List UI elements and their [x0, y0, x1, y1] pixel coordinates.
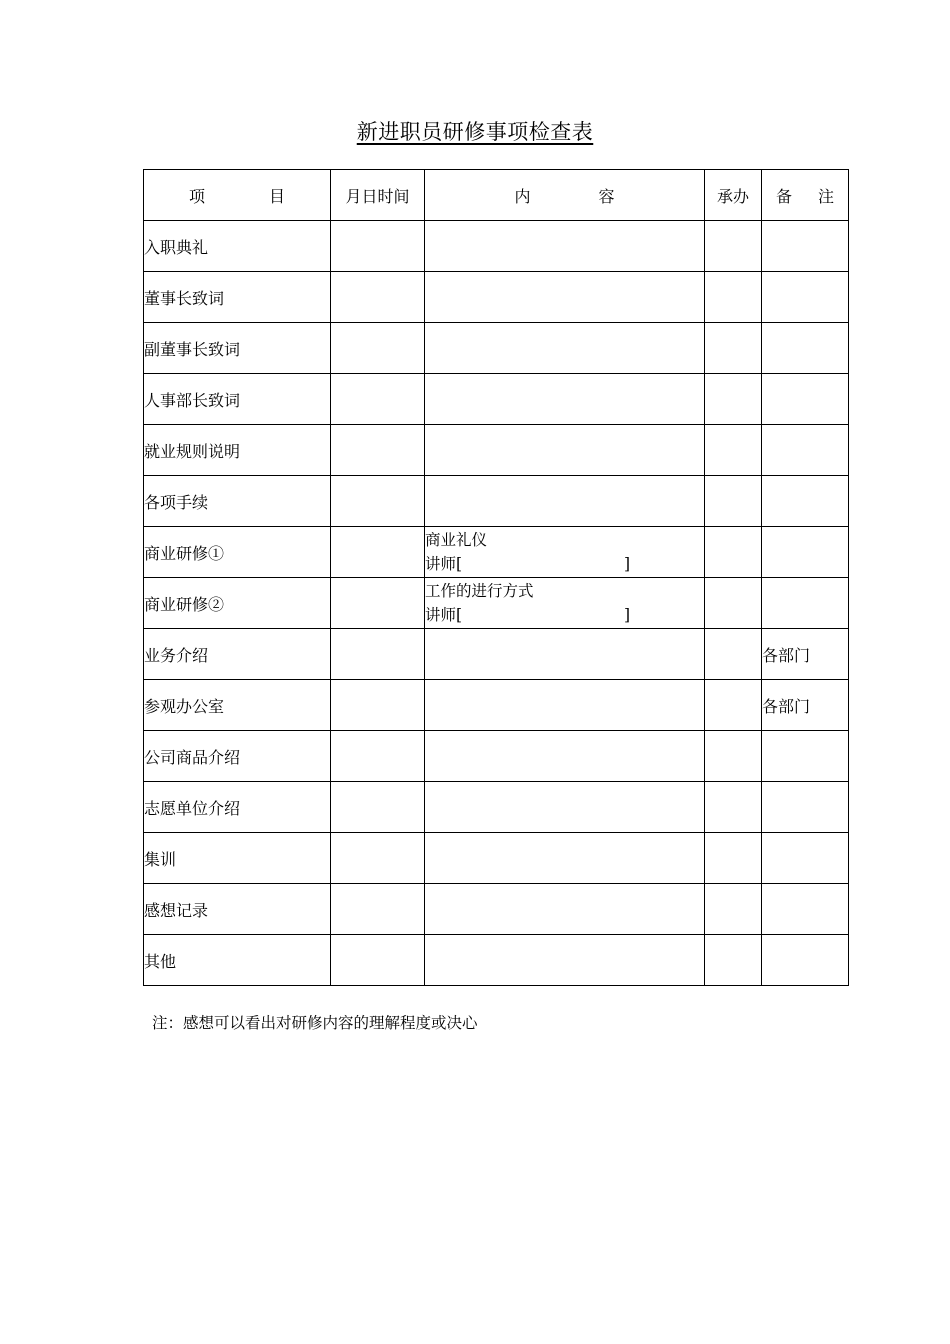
handler-cell[interactable]	[705, 680, 762, 731]
time-cell[interactable]	[331, 629, 425, 680]
time-cell[interactable]	[331, 527, 425, 578]
time-cell[interactable]	[331, 731, 425, 782]
content-topic: 工作的进行方式	[425, 582, 534, 600]
item-cell: 感想记录	[144, 884, 331, 935]
handler-cell[interactable]	[705, 578, 762, 629]
remark-cell[interactable]	[762, 731, 849, 782]
table-row	[144, 425, 849, 476]
table-row	[144, 476, 849, 527]
content-cell[interactable]	[425, 272, 705, 323]
table-row	[144, 323, 849, 374]
header-item	[144, 170, 331, 221]
content-topic: 商业礼仪	[425, 531, 488, 549]
handler-cell[interactable]	[705, 833, 762, 884]
remark-cell[interactable]	[762, 272, 849, 323]
handler-cell[interactable]	[705, 323, 762, 374]
item-cell: 其他	[144, 935, 331, 986]
remark-cell[interactable]	[762, 374, 849, 425]
item-cell: 商业研修②	[144, 578, 331, 629]
header-content-char-1: 内	[514, 186, 531, 206]
table-row	[144, 782, 849, 833]
content-cell[interactable]	[425, 221, 705, 272]
item-cell: 人事部长致词	[144, 374, 331, 425]
item-cell: 就业规则说明	[144, 425, 331, 476]
header-content-char-2: 容	[598, 186, 615, 206]
item-cell: 公司商品介绍	[144, 731, 331, 782]
lecturer-line	[425, 552, 630, 576]
handler-cell[interactable]	[705, 476, 762, 527]
handler-cell[interactable]	[705, 884, 762, 935]
lecturer-label: 讲师[	[425, 555, 463, 573]
header-item-char-2: 目	[269, 186, 286, 206]
table-row	[144, 578, 849, 629]
remark-cell[interactable]	[762, 476, 849, 527]
footnote: 注：感想可以看出对研修内容的理解程度或决心	[152, 1014, 478, 1032]
handler-cell[interactable]	[705, 272, 762, 323]
item-cell: 董事长致词	[144, 272, 331, 323]
time-cell[interactable]	[331, 833, 425, 884]
item-cell: 商业研修①	[144, 527, 331, 578]
table-row	[144, 272, 849, 323]
content-cell[interactable]	[425, 731, 705, 782]
content-cell[interactable]	[425, 935, 705, 986]
header-remark-char-2: 注	[818, 186, 835, 206]
table-body	[144, 221, 849, 986]
time-cell[interactable]	[331, 476, 425, 527]
item-cell: 副董事长致词	[144, 323, 331, 374]
remark-cell[interactable]	[762, 578, 849, 629]
time-cell[interactable]	[331, 680, 425, 731]
remark-cell[interactable]: 各部门	[762, 680, 849, 731]
remark-cell[interactable]	[762, 221, 849, 272]
header-handler: 承办	[705, 170, 762, 221]
remark-cell[interactable]	[762, 782, 849, 833]
header-item-char-1: 项	[188, 186, 205, 206]
header-time: 月日时间	[331, 170, 425, 221]
time-cell[interactable]	[331, 935, 425, 986]
remark-cell[interactable]	[762, 833, 849, 884]
content-cell[interactable]	[425, 323, 705, 374]
table-row	[144, 833, 849, 884]
content-cell[interactable]	[425, 833, 705, 884]
content-cell[interactable]	[425, 578, 705, 629]
remark-cell[interactable]	[762, 527, 849, 578]
time-cell[interactable]	[331, 578, 425, 629]
time-cell[interactable]	[331, 323, 425, 374]
table-row	[144, 935, 849, 986]
training-checklist-table	[143, 169, 849, 986]
content-cell[interactable]	[425, 629, 705, 680]
remark-cell[interactable]	[762, 323, 849, 374]
table-row	[144, 731, 849, 782]
time-cell[interactable]	[331, 425, 425, 476]
handler-cell[interactable]	[705, 425, 762, 476]
header-remark-char-1: 备	[775, 186, 792, 206]
item-cell: 各项手续	[144, 476, 331, 527]
item-cell: 志愿单位介绍	[144, 782, 331, 833]
content-cell[interactable]	[425, 527, 705, 578]
remark-cell[interactable]	[762, 425, 849, 476]
handler-cell[interactable]	[705, 731, 762, 782]
table-row	[144, 527, 849, 578]
remark-cell[interactable]	[762, 935, 849, 986]
handler-cell[interactable]	[705, 221, 762, 272]
lecturer-bracket-close: ]	[623, 555, 630, 573]
content-cell[interactable]	[425, 680, 705, 731]
table-row	[144, 680, 849, 731]
table-row	[144, 221, 849, 272]
remark-cell[interactable]	[762, 884, 849, 935]
item-cell: 集训	[144, 833, 331, 884]
header-row	[144, 170, 849, 221]
content-cell[interactable]	[425, 884, 705, 935]
item-cell: 参观办公室	[144, 680, 331, 731]
item-cell: 业务介绍	[144, 629, 331, 680]
header-remark	[762, 170, 849, 221]
time-cell[interactable]	[331, 374, 425, 425]
header-content	[425, 170, 705, 221]
content-cell[interactable]	[425, 374, 705, 425]
table-row	[144, 374, 849, 425]
time-cell[interactable]	[331, 884, 425, 935]
handler-cell[interactable]	[705, 782, 762, 833]
table-row	[144, 629, 849, 680]
handler-cell[interactable]	[705, 527, 762, 578]
item-cell: 入职典礼	[144, 221, 331, 272]
lecturer-label: 讲师[	[425, 606, 463, 624]
handler-cell[interactable]	[705, 374, 762, 425]
page-title: 新进职员研修事项检查表	[356, 120, 594, 144]
time-cell[interactable]	[331, 221, 425, 272]
lecturer-line	[425, 603, 630, 627]
time-cell[interactable]	[331, 782, 425, 833]
handler-cell[interactable]	[705, 935, 762, 986]
time-cell[interactable]	[331, 272, 425, 323]
handler-cell[interactable]	[705, 629, 762, 680]
lecturer-bracket-close: ]	[623, 606, 630, 624]
remark-cell[interactable]: 各部门	[762, 629, 849, 680]
content-cell[interactable]	[425, 425, 705, 476]
table-row	[144, 884, 849, 935]
content-cell[interactable]	[425, 476, 705, 527]
content-cell[interactable]	[425, 782, 705, 833]
